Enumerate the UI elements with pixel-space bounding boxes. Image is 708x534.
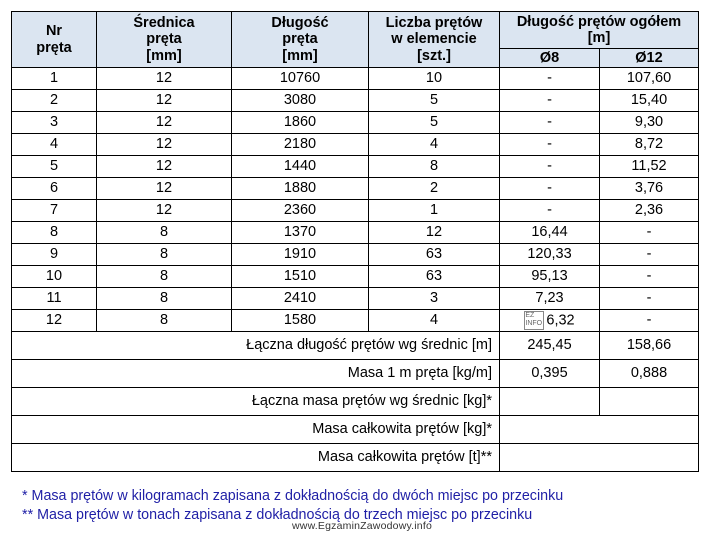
header-srednica: Średnica pręta [mm]: [97, 12, 232, 68]
cell-liczba: 10: [369, 68, 500, 90]
table-row: [12, 222, 699, 244]
cell-d12: 11,52: [600, 156, 699, 178]
table-row: [12, 310, 699, 332]
cell-liczba: 5: [369, 90, 500, 112]
rebar-table-container: [11, 11, 699, 472]
cell-d12: 9,30: [600, 112, 699, 134]
cell-nr: 10: [12, 266, 97, 288]
summary-value: [500, 444, 699, 472]
footnote-kg: * Masa prętów w kilogramach zapisana z dokładnością do dwóch miejsc po przecinku: [22, 488, 564, 504]
summary-value: [500, 416, 699, 444]
watermark: www.EgzaminZawodowy.info: [292, 520, 432, 532]
cell-nr: 4: [12, 134, 97, 156]
summary-d12: [600, 388, 699, 416]
cell-nr: 11: [12, 288, 97, 310]
header-nr: Nr pręta: [12, 12, 97, 68]
cell-dlugosc: 1580: [232, 310, 369, 332]
cell-d8: -: [500, 156, 600, 178]
cell-nr: 8: [12, 222, 97, 244]
table-row: [12, 134, 699, 156]
cell-dlugosc: 2360: [232, 200, 369, 222]
summary-d8: 245,45: [500, 332, 600, 360]
summary-label: Łączna długość prętów wg średnic [m]: [12, 332, 500, 360]
summary-row: [12, 332, 699, 360]
cell-d12: 8,72: [600, 134, 699, 156]
cell-nr: 2: [12, 90, 97, 112]
cell-liczba: 2: [369, 178, 500, 200]
cell-srednica: 12: [97, 134, 232, 156]
cell-liczba: 63: [369, 266, 500, 288]
table-row: [12, 244, 699, 266]
cell-liczba: 12: [369, 222, 500, 244]
cell-liczba: 5: [369, 112, 500, 134]
cell-d12: -: [600, 266, 699, 288]
cell-d8: -: [500, 134, 600, 156]
cell-d8: -: [500, 90, 600, 112]
cell-liczba: 1: [369, 200, 500, 222]
table-row: [12, 200, 699, 222]
cell-d8: -: [500, 200, 600, 222]
cell-dlugosc: 2180: [232, 134, 369, 156]
cell-nr: 7: [12, 200, 97, 222]
cell-d8: 16,44: [500, 222, 600, 244]
cell-srednica: 12: [97, 156, 232, 178]
cell-d12: 2,36: [600, 200, 699, 222]
cell-nr: 1: [12, 68, 97, 90]
cell-dlugosc: 2410: [232, 288, 369, 310]
header-d12: Ø12: [600, 49, 699, 68]
summary-label: Masa całkowita prętów [t]**: [12, 444, 500, 472]
cell-nr: 9: [12, 244, 97, 266]
cell-nr: 6: [12, 178, 97, 200]
summary-label: Masa 1 m pręta [kg/m]: [12, 360, 500, 388]
ez-info-stamp-icon: EZ INFO: [524, 311, 544, 330]
summary-row: [12, 388, 699, 416]
cell-d8: -: [500, 112, 600, 134]
summary-d12: 0,888: [600, 360, 699, 388]
summary-d8: 0,395: [500, 360, 600, 388]
cell-dlugosc: 3080: [232, 90, 369, 112]
summary-row: [12, 416, 699, 444]
cell-dlugosc: 1880: [232, 178, 369, 200]
cell-nr: 5: [12, 156, 97, 178]
cell-d8: [500, 310, 600, 332]
table-row: [12, 156, 699, 178]
cell-liczba: 4: [369, 310, 500, 332]
cell-d12: 107,60: [600, 68, 699, 90]
summary-d8: [500, 388, 600, 416]
cell-value: 6,32: [546, 312, 575, 329]
cell-d8: 7,23: [500, 288, 600, 310]
cell-dlugosc: 10760: [232, 68, 369, 90]
header-d8: Ø8: [500, 49, 600, 68]
table-row: [12, 288, 699, 310]
table-row: [12, 266, 699, 288]
cell-d12: -: [600, 288, 699, 310]
cell-liczba: 8: [369, 156, 500, 178]
cell-srednica: 12: [97, 178, 232, 200]
cell-d8: -: [500, 178, 600, 200]
cell-srednica: 12: [97, 68, 232, 90]
cell-dlugosc: 1860: [232, 112, 369, 134]
cell-liczba: 63: [369, 244, 500, 266]
cell-d12: -: [600, 222, 699, 244]
table-row: [12, 112, 699, 134]
rebar-table: [11, 11, 699, 472]
cell-srednica: 8: [97, 288, 232, 310]
cell-srednica: 12: [97, 112, 232, 134]
cell-d12: -: [600, 244, 699, 266]
cell-dlugosc: 1510: [232, 266, 369, 288]
cell-d8: -: [500, 68, 600, 90]
footnote-t: ** Masa prętów w tonach zapisana z dokładnością do trzech miejsc po przecinku: [22, 507, 533, 523]
cell-nr: 12: [12, 310, 97, 332]
cell-d8: 95,13: [500, 266, 600, 288]
cell-srednica: 8: [97, 310, 232, 332]
cell-nr: 3: [12, 112, 97, 134]
cell-srednica: 8: [97, 222, 232, 244]
cell-srednica: 12: [97, 200, 232, 222]
header-row: [12, 12, 699, 49]
summary-label: Łączna masa prętów wg średnic [kg]*: [12, 388, 500, 416]
summary-row: [12, 444, 699, 472]
cell-d12: 3,76: [600, 178, 699, 200]
cell-liczba: 4: [369, 134, 500, 156]
cell-liczba: 3: [369, 288, 500, 310]
header-liczba: Liczba prętów w elemencie [szt.]: [369, 12, 500, 68]
cell-srednica: 8: [97, 266, 232, 288]
table-row: [12, 90, 699, 112]
cell-dlugosc: 1370: [232, 222, 369, 244]
summary-label: Masa całkowita prętów [kg]*: [12, 416, 500, 444]
header-dlugosc-ogolem: Długość prętów ogółem [m]: [500, 12, 699, 49]
cell-d12: -: [600, 310, 699, 332]
header-dlugosc: Długość pręta [mm]: [232, 12, 369, 68]
summary-d12: 158,66: [600, 332, 699, 360]
table-row: [12, 68, 699, 90]
cell-dlugosc: 1440: [232, 156, 369, 178]
cell-srednica: 12: [97, 90, 232, 112]
cell-dlugosc: 1910: [232, 244, 369, 266]
summary-row: [12, 360, 699, 388]
cell-d12: 15,40: [600, 90, 699, 112]
table-row: [12, 178, 699, 200]
cell-d8: 120,33: [500, 244, 600, 266]
cell-srednica: 8: [97, 244, 232, 266]
